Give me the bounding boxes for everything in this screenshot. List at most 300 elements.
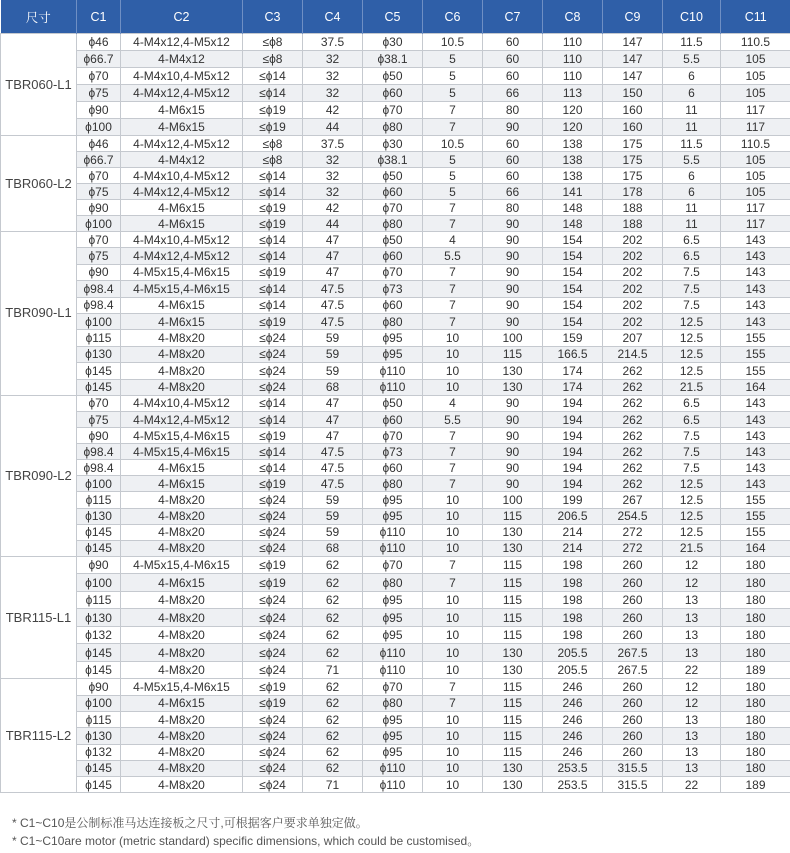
cell-c9: 260 (603, 679, 663, 695)
cell-c7: 100 (483, 492, 543, 508)
cell-c6: 10 (423, 744, 483, 760)
cell-c10: 11 (663, 200, 721, 216)
table-row (1, 695, 790, 711)
cell-c9: 175 (603, 136, 663, 152)
table-row (1, 524, 790, 540)
cell-c11: 143 (721, 232, 790, 248)
cell-c4: 59 (303, 330, 363, 346)
cell-c10: 7.5 (663, 444, 721, 460)
cell-c4: 59 (303, 346, 363, 362)
table-row (1, 444, 790, 460)
cell-c4: 62 (303, 591, 363, 609)
cell-c6: 10 (423, 379, 483, 395)
cell-c4: 32 (303, 168, 363, 184)
cell-c4: 47.5 (303, 313, 363, 329)
cell-c9: 272 (603, 524, 663, 540)
cell-c4: 32 (303, 152, 363, 168)
cell-c8: 148 (543, 200, 603, 216)
cell-c11: 180 (721, 760, 790, 776)
cell-c4: 62 (303, 760, 363, 776)
cell-c11: 143 (721, 476, 790, 492)
cell-c6: 4 (423, 395, 483, 411)
cell-c2: 4-M6x15 (121, 200, 243, 216)
cell-c9: 315.5 (603, 760, 663, 776)
cell-c9: 262 (603, 363, 663, 379)
cell-c1: ϕ70 (77, 68, 121, 85)
cell-c7: 66 (483, 184, 543, 200)
cell-c3: ≤ϕ24 (243, 760, 303, 776)
cell-c4: 47 (303, 248, 363, 264)
cell-c1: ϕ100 (77, 476, 121, 492)
cell-c5: ϕ95 (363, 330, 423, 346)
table-row (1, 232, 790, 248)
footnotes (12, 814, 479, 850)
table-row (1, 34, 790, 51)
table-row (1, 264, 790, 280)
cell-c9: 202 (603, 264, 663, 280)
table-row (1, 508, 790, 524)
cell-c8: 198 (543, 626, 603, 644)
cell-c6: 7 (423, 200, 483, 216)
cell-c10: 21.5 (663, 379, 721, 395)
cell-c2: 4-M8x20 (121, 711, 243, 727)
cell-c2: 4-M6x15 (121, 476, 243, 492)
table-row (1, 281, 790, 297)
cell-c1: ϕ145 (77, 524, 121, 540)
cell-c11: 110.5 (721, 136, 790, 152)
cell-c5: ϕ50 (363, 232, 423, 248)
cell-c6: 10.5 (423, 34, 483, 51)
cell-c7: 60 (483, 136, 543, 152)
cell-c3: ≤ϕ8 (243, 34, 303, 51)
cell-c8: 110 (543, 68, 603, 85)
cell-c11: 155 (721, 330, 790, 346)
cell-c3: ≤ϕ8 (243, 152, 303, 168)
model-name-cell: TBR115-L1 (1, 556, 77, 679)
cell-c8: 198 (543, 609, 603, 627)
table-row (1, 540, 790, 556)
cell-c1: ϕ90 (77, 679, 121, 695)
cell-c8: 113 (543, 85, 603, 102)
cell-c6: 10.5 (423, 136, 483, 152)
cell-c10: 13 (663, 626, 721, 644)
cell-c3: ≤ϕ14 (243, 297, 303, 313)
cell-c10: 13 (663, 760, 721, 776)
cell-c6: 10 (423, 363, 483, 379)
cell-c7: 115 (483, 679, 543, 695)
cell-c6: 7 (423, 574, 483, 592)
cell-c6: 10 (423, 644, 483, 662)
cell-c10: 11.5 (663, 34, 721, 51)
cell-c2: 4-M8x20 (121, 330, 243, 346)
cell-c3: ≤ϕ8 (243, 136, 303, 152)
cell-c3: ≤ϕ14 (243, 168, 303, 184)
cell-c7: 60 (483, 168, 543, 184)
cell-c10: 13 (663, 728, 721, 744)
cell-c6: 10 (423, 346, 483, 362)
cell-c5: ϕ70 (363, 102, 423, 119)
cell-c10: 5.5 (663, 51, 721, 68)
cell-c1: ϕ115 (77, 330, 121, 346)
cell-c7: 90 (483, 395, 543, 411)
cell-c11: 164 (721, 379, 790, 395)
cell-c1: ϕ115 (77, 711, 121, 727)
cell-c3: ≤ϕ19 (243, 119, 303, 136)
table-row (1, 609, 790, 627)
cell-c9: 262 (603, 476, 663, 492)
cell-c4: 62 (303, 695, 363, 711)
cell-c11: 180 (721, 644, 790, 662)
cell-c3: ≤ϕ19 (243, 695, 303, 711)
cell-c7: 60 (483, 51, 543, 68)
cell-c1: ϕ145 (77, 777, 121, 793)
cell-c4: 37.5 (303, 136, 363, 152)
cell-c3: ≤ϕ24 (243, 777, 303, 793)
cell-c4: 47.5 (303, 297, 363, 313)
header-c9: C9 (603, 0, 663, 34)
cell-c8: 246 (543, 679, 603, 695)
cell-c9: 160 (603, 119, 663, 136)
cell-c7: 90 (483, 281, 543, 297)
header-c5: C5 (363, 0, 423, 34)
cell-c3: ≤ϕ14 (243, 68, 303, 85)
cell-c1: ϕ46 (77, 136, 121, 152)
table-row (1, 136, 790, 152)
table-row (1, 395, 790, 411)
cell-c9: 262 (603, 428, 663, 444)
cell-c11: 180 (721, 609, 790, 627)
table-row (1, 661, 790, 679)
cell-c5: ϕ38.1 (363, 152, 423, 168)
cell-c1: ϕ75 (77, 248, 121, 264)
header-c10: C10 (663, 0, 721, 34)
cell-c8: 246 (543, 711, 603, 727)
cell-c1: ϕ66.7 (77, 51, 121, 68)
header-c8: C8 (543, 0, 603, 34)
cell-c11: 189 (721, 777, 790, 793)
cell-c2: 4-M8x20 (121, 363, 243, 379)
cell-c7: 90 (483, 248, 543, 264)
cell-c10: 6.5 (663, 232, 721, 248)
table-row (1, 476, 790, 492)
cell-c2: 4-M8x20 (121, 609, 243, 627)
cell-c3: ≤ϕ14 (243, 232, 303, 248)
cell-c6: 7 (423, 281, 483, 297)
cell-c10: 12.5 (663, 476, 721, 492)
cell-c10: 12 (663, 695, 721, 711)
cell-c9: 202 (603, 281, 663, 297)
cell-c10: 13 (663, 744, 721, 760)
cell-c6: 5.5 (423, 412, 483, 428)
cell-c9: 214.5 (603, 346, 663, 362)
cell-c7: 90 (483, 476, 543, 492)
cell-c4: 44 (303, 119, 363, 136)
cell-c8: 253.5 (543, 777, 603, 793)
cell-c4: 71 (303, 777, 363, 793)
cell-c5: ϕ60 (363, 248, 423, 264)
cell-c2: 4-M4x12,4-M5x12 (121, 85, 243, 102)
cell-c6: 10 (423, 626, 483, 644)
cell-c6: 10 (423, 661, 483, 679)
cell-c4: 62 (303, 556, 363, 574)
cell-c6: 4 (423, 232, 483, 248)
cell-c8: 198 (543, 574, 603, 592)
cell-c1: ϕ130 (77, 346, 121, 362)
cell-c3: ≤ϕ24 (243, 330, 303, 346)
cell-c3: ≤ϕ24 (243, 379, 303, 395)
cell-c11: 143 (721, 313, 790, 329)
cell-c10: 12.5 (663, 363, 721, 379)
cell-c9: 267.5 (603, 644, 663, 662)
cell-c2: 4-M8x20 (121, 379, 243, 395)
cell-c8: 154 (543, 281, 603, 297)
cell-c8: 148 (543, 216, 603, 232)
cell-c11: 105 (721, 51, 790, 68)
cell-c11: 189 (721, 661, 790, 679)
cell-c5: ϕ95 (363, 609, 423, 627)
cell-c9: 207 (603, 330, 663, 346)
cell-c9: 202 (603, 297, 663, 313)
cell-c10: 6.5 (663, 412, 721, 428)
cell-c1: ϕ98.4 (77, 460, 121, 476)
cell-c3: ≤ϕ24 (243, 728, 303, 744)
cell-c9: 260 (603, 695, 663, 711)
cell-c8: 110 (543, 51, 603, 68)
cell-c7: 115 (483, 591, 543, 609)
cell-c10: 11.5 (663, 136, 721, 152)
cell-c9: 260 (603, 711, 663, 727)
cell-c1: ϕ98.4 (77, 281, 121, 297)
cell-c2: 4-M5x15,4-M6x15 (121, 679, 243, 695)
cell-c8: 120 (543, 119, 603, 136)
cell-c8: 194 (543, 460, 603, 476)
cell-c1: ϕ90 (77, 556, 121, 574)
cell-c5: ϕ110 (363, 363, 423, 379)
cell-c3: ≤ϕ24 (243, 661, 303, 679)
cell-c7: 115 (483, 346, 543, 362)
cell-c2: 4-M4x12,4-M5x12 (121, 136, 243, 152)
cell-c8: 166.5 (543, 346, 603, 362)
cell-c3: ≤ϕ8 (243, 51, 303, 68)
cell-c1: ϕ70 (77, 168, 121, 184)
cell-c9: 260 (603, 574, 663, 592)
cell-c1: ϕ70 (77, 232, 121, 248)
cell-c9: 202 (603, 248, 663, 264)
table-row (1, 297, 790, 313)
cell-c1: ϕ75 (77, 85, 121, 102)
cell-c8: 154 (543, 232, 603, 248)
cell-c9: 260 (603, 609, 663, 627)
cell-c4: 32 (303, 68, 363, 85)
cell-c2: 4-M6x15 (121, 102, 243, 119)
cell-c1: ϕ130 (77, 609, 121, 627)
cell-c6: 7 (423, 428, 483, 444)
cell-c11: 180 (721, 679, 790, 695)
cell-c3: ≤ϕ24 (243, 540, 303, 556)
cell-c6: 7 (423, 556, 483, 574)
cell-c6: 5 (423, 168, 483, 184)
cell-c2: 4-M4x12,4-M5x12 (121, 184, 243, 200)
table-row (1, 152, 790, 168)
cell-c5: ϕ70 (363, 264, 423, 280)
cell-c7: 80 (483, 102, 543, 119)
cell-c2: 4-M4x12,4-M5x12 (121, 34, 243, 51)
cell-c2: 4-M4x12 (121, 51, 243, 68)
cell-c11: 143 (721, 412, 790, 428)
cell-c11: 180 (721, 744, 790, 760)
cell-c4: 62 (303, 609, 363, 627)
cell-c5: ϕ110 (363, 540, 423, 556)
cell-c2: 4-M8x20 (121, 760, 243, 776)
table-row (1, 51, 790, 68)
cell-c5: ϕ80 (363, 695, 423, 711)
cell-c7: 130 (483, 363, 543, 379)
cell-c11: 180 (721, 711, 790, 727)
cell-c9: 147 (603, 34, 663, 51)
cell-c7: 90 (483, 297, 543, 313)
cell-c4: 32 (303, 85, 363, 102)
cell-c8: 110 (543, 34, 603, 51)
cell-c7: 90 (483, 232, 543, 248)
table-row (1, 460, 790, 476)
cell-c4: 47 (303, 412, 363, 428)
cell-c9: 160 (603, 102, 663, 119)
cell-c2: 4-M6x15 (121, 313, 243, 329)
cell-c5: ϕ110 (363, 661, 423, 679)
cell-c3: ≤ϕ19 (243, 102, 303, 119)
cell-c7: 130 (483, 760, 543, 776)
cell-c5: ϕ50 (363, 168, 423, 184)
cell-c6: 7 (423, 313, 483, 329)
cell-c11: 143 (721, 395, 790, 411)
cell-c10: 6 (663, 184, 721, 200)
cell-c8: 199 (543, 492, 603, 508)
cell-c5: ϕ95 (363, 492, 423, 508)
cell-c7: 90 (483, 412, 543, 428)
cell-c7: 115 (483, 508, 543, 524)
cell-c9: 178 (603, 184, 663, 200)
cell-c1: ϕ75 (77, 412, 121, 428)
cell-c5: ϕ110 (363, 644, 423, 662)
cell-c10: 12 (663, 679, 721, 695)
cell-c3: ≤ϕ19 (243, 200, 303, 216)
cell-c7: 100 (483, 330, 543, 346)
cell-c1: ϕ100 (77, 216, 121, 232)
cell-c10: 11 (663, 119, 721, 136)
cell-c9: 147 (603, 51, 663, 68)
table-row (1, 492, 790, 508)
cell-c8: 174 (543, 363, 603, 379)
table-row (1, 760, 790, 776)
cell-c3: ≤ϕ14 (243, 85, 303, 102)
cell-c5: ϕ70 (363, 428, 423, 444)
cell-c7: 130 (483, 524, 543, 540)
cell-c9: 262 (603, 395, 663, 411)
cell-c6: 7 (423, 695, 483, 711)
cell-c7: 115 (483, 728, 543, 744)
cell-c1: ϕ98.4 (77, 297, 121, 313)
cell-c4: 47.5 (303, 444, 363, 460)
cell-c2: 4-M8x20 (121, 744, 243, 760)
cell-c10: 13 (663, 711, 721, 727)
cell-c2: 4-M5x15,4-M6x15 (121, 281, 243, 297)
header-c6: C6 (423, 0, 483, 34)
cell-c8: 154 (543, 313, 603, 329)
cell-c6: 10 (423, 524, 483, 540)
header-c2: C2 (121, 0, 243, 34)
cell-c6: 5 (423, 184, 483, 200)
cell-c1: ϕ145 (77, 644, 121, 662)
table-row (1, 248, 790, 264)
cell-c8: 194 (543, 476, 603, 492)
cell-c9: 262 (603, 379, 663, 395)
cell-c11: 143 (721, 428, 790, 444)
table-row (1, 626, 790, 644)
cell-c6: 10 (423, 760, 483, 776)
cell-c5: ϕ60 (363, 460, 423, 476)
cell-c2: 4-M6x15 (121, 460, 243, 476)
header-c3: C3 (243, 0, 303, 34)
cell-c5: ϕ110 (363, 379, 423, 395)
cell-c3: ≤ϕ24 (243, 363, 303, 379)
cell-c2: 4-M8x20 (121, 661, 243, 679)
table-row (1, 119, 790, 136)
cell-c9: 202 (603, 232, 663, 248)
cell-c7: 80 (483, 200, 543, 216)
cell-c5: ϕ60 (363, 184, 423, 200)
cell-c7: 115 (483, 574, 543, 592)
cell-c10: 7.5 (663, 264, 721, 280)
cell-c3: ≤ϕ19 (243, 574, 303, 592)
cell-c9: 175 (603, 168, 663, 184)
cell-c3: ≤ϕ24 (243, 591, 303, 609)
cell-c2: 4-M4x12,4-M5x12 (121, 412, 243, 428)
cell-c3: ≤ϕ24 (243, 524, 303, 540)
cell-c8: 154 (543, 264, 603, 280)
cell-c1: ϕ115 (77, 492, 121, 508)
cell-c4: 62 (303, 574, 363, 592)
footnote-chinese: * C1~C10是公制标准马达连接板之尺寸,可根据客户要求单独定做。 (12, 816, 368, 830)
cell-c2: 4-M6x15 (121, 119, 243, 136)
table-header-row (1, 0, 790, 34)
cell-c7: 90 (483, 428, 543, 444)
cell-c3: ≤ϕ14 (243, 412, 303, 428)
cell-c1: ϕ132 (77, 626, 121, 644)
cell-c2: 4-M5x15,4-M6x15 (121, 444, 243, 460)
cell-c10: 7.5 (663, 297, 721, 313)
cell-c2: 4-M8x20 (121, 492, 243, 508)
cell-c9: 202 (603, 313, 663, 329)
cell-c6: 7 (423, 102, 483, 119)
cell-c4: 42 (303, 200, 363, 216)
cell-c6: 7 (423, 119, 483, 136)
cell-c11: 180 (721, 556, 790, 574)
cell-c1: ϕ130 (77, 728, 121, 744)
cell-c2: 4-M5x15,4-M6x15 (121, 264, 243, 280)
cell-c6: 7 (423, 444, 483, 460)
cell-c4: 68 (303, 540, 363, 556)
cell-c9: 260 (603, 591, 663, 609)
model-name-cell: TBR090-L1 (1, 232, 77, 396)
cell-c1: ϕ90 (77, 200, 121, 216)
cell-c6: 10 (423, 777, 483, 793)
cell-c11: 180 (721, 626, 790, 644)
cell-c6: 5 (423, 85, 483, 102)
cell-c1: ϕ75 (77, 184, 121, 200)
cell-c5: ϕ73 (363, 281, 423, 297)
cell-c7: 90 (483, 460, 543, 476)
cell-c11: 105 (721, 68, 790, 85)
